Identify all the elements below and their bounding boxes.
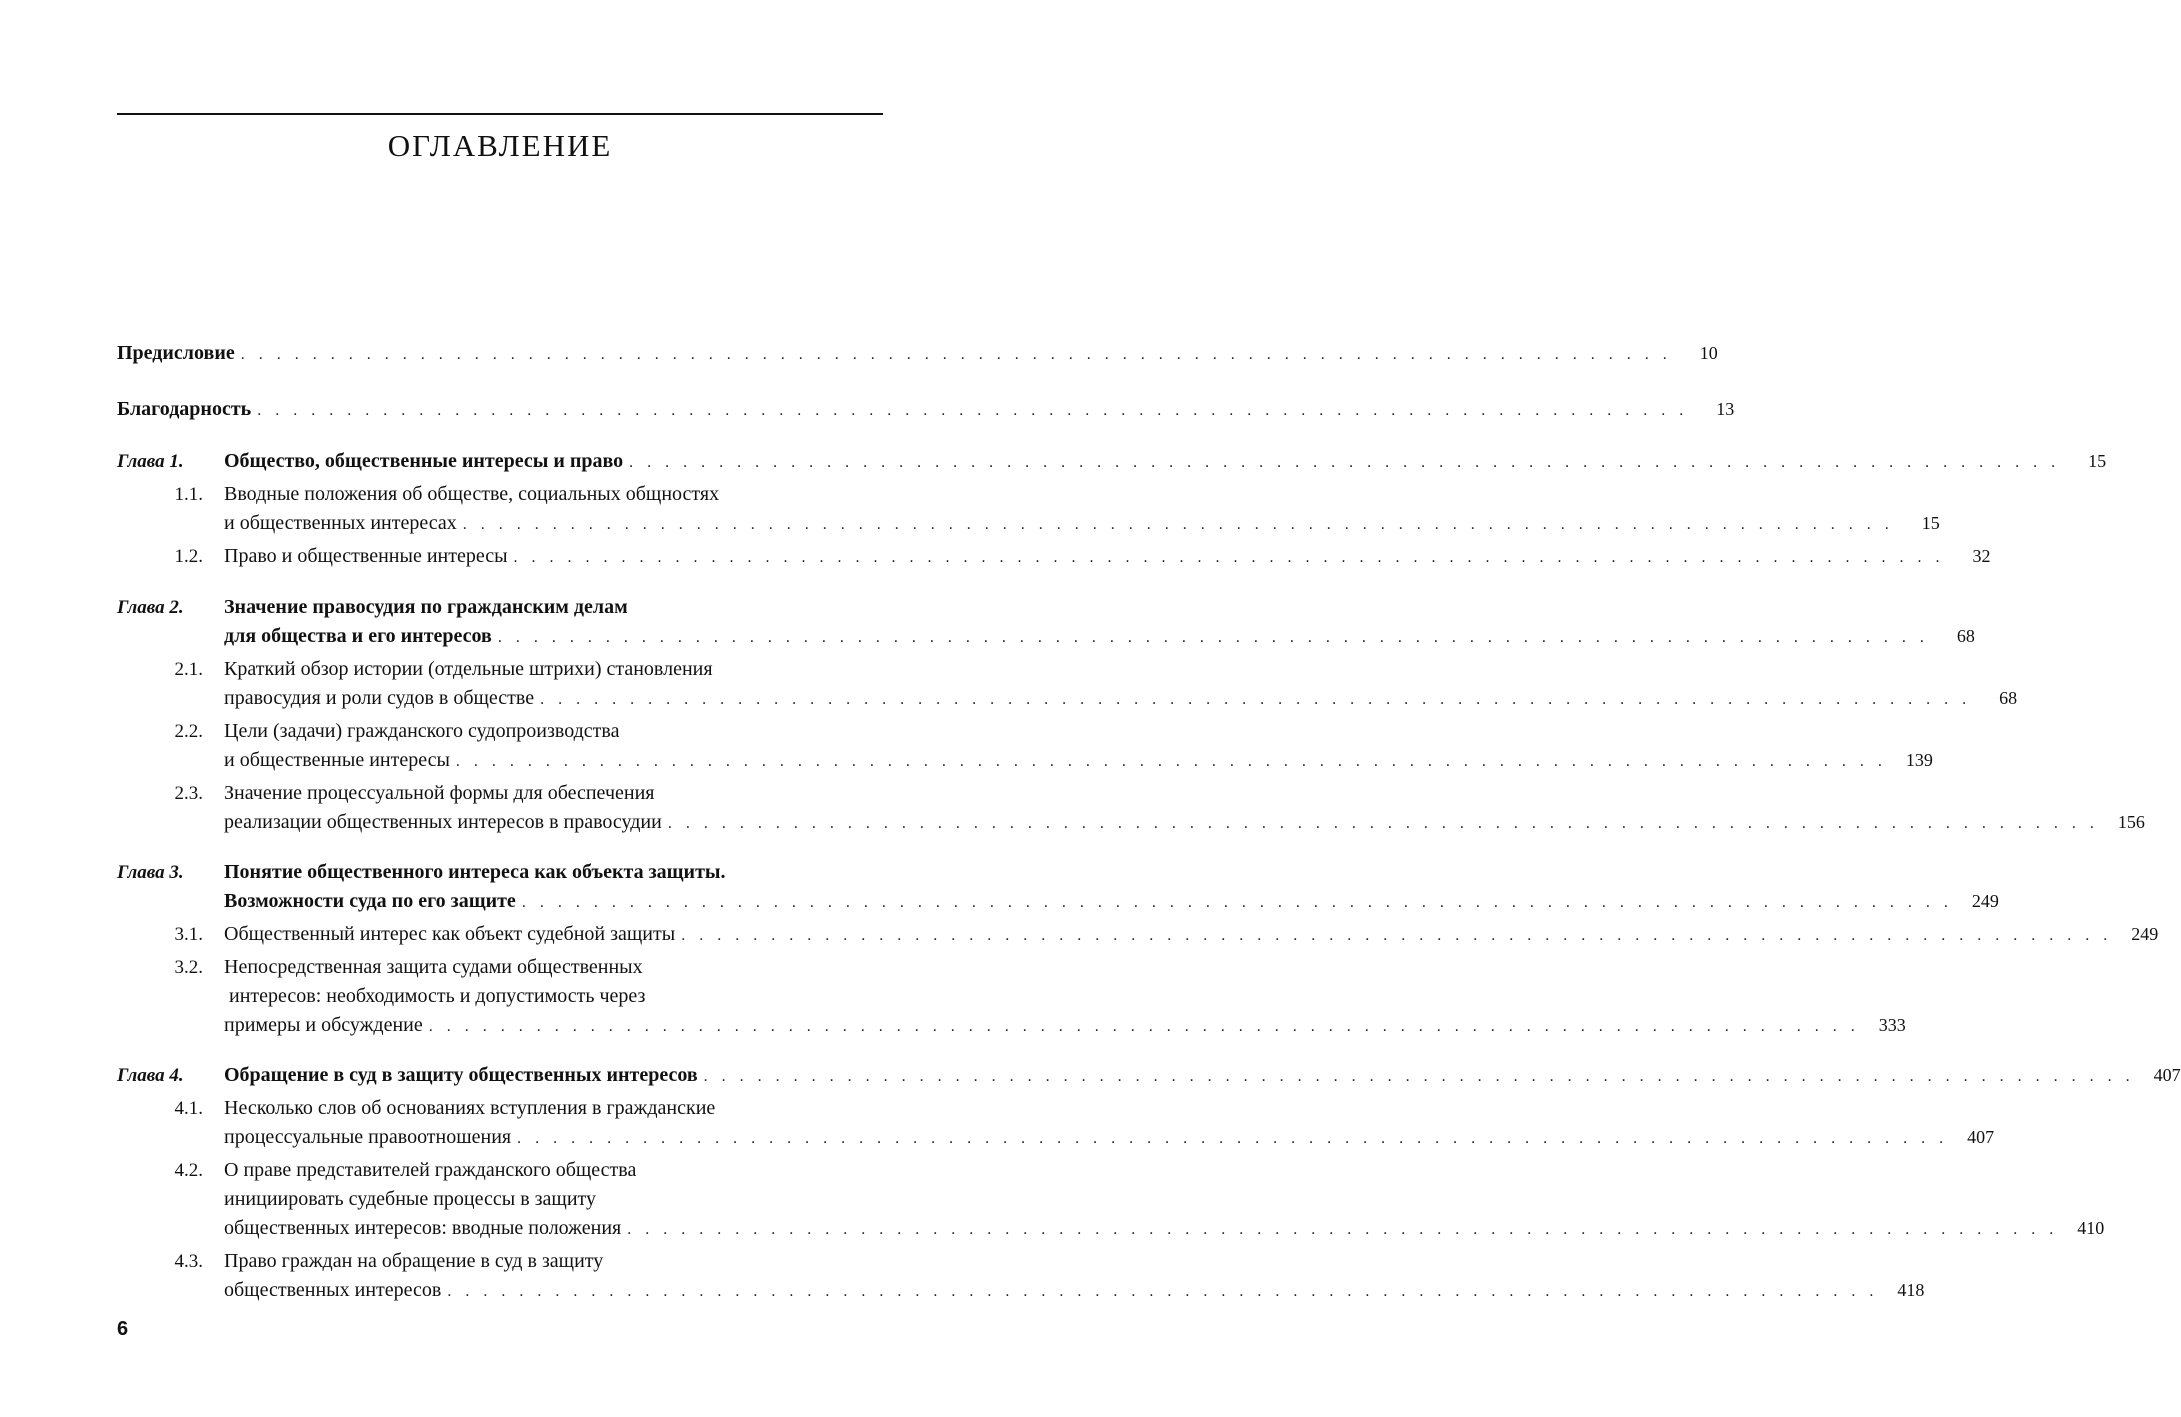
toc-entry[interactable] bbox=[117, 395, 1735, 424]
toc-section[interactable] bbox=[117, 1156, 2105, 1243]
toc-page-number: 333 bbox=[1878, 1015, 1906, 1035]
toc-entry-title: Краткий обзор истории (отдельные штрихи) становления bbox=[224, 658, 713, 680]
dot-leader: . . . . . . . . . . . . . . . . . . . . . . . . . . . . . . . . . . . . . . . . . . . . . . . . . . . . . . . . . . . . . . . . . . . . . . . . . . . . . . . . bbox=[703, 1068, 2135, 1085]
toc-entry-title: примеры и обсуждение bbox=[224, 1014, 423, 1036]
dot-leader: . . . . . . . . . . . . . . . . . . . . . . . . . . . . . . . . . . . . . . . . . . . . . . . . . . . . . . . . . . . . . . . . . . . . . . . . . . . . . . . . bbox=[667, 815, 2099, 832]
toc-page-number: 13 bbox=[1716, 399, 1735, 419]
dot-leader: . . . . . . . . . . . . . . . . . . . . . . . . . . . . . . . . . . . . . . . . . . . . . . . . . . . . . . . . . . . . . . . . . . . . . . . . . . . . . . . . bbox=[629, 454, 2061, 471]
toc-entry-title: процессуальные правоотношения bbox=[224, 1126, 512, 1148]
toc-section[interactable] bbox=[117, 1247, 1925, 1305]
dot-leader: . . . . . . . . . . . . . . . . . . . . . . . . . . . . . . . . . . . . . . . . . . . . . . . . . . . . . . . . . . . . . . . . . . . . . . . . . . . . . . . . bbox=[627, 1221, 2059, 1238]
dot-leader: . . . . . . . . . . . . . . . . . . . . . . . . . . . . . . . . . . . . . . . . . . . . . . . . . . . . . . . . . . . . . . . . . . . . . . . . . . . . . . . . bbox=[497, 629, 1929, 646]
toc-section[interactable] bbox=[117, 920, 2159, 949]
toc-entry-number: 4.1. bbox=[174, 1098, 203, 1119]
toc-entry-title: Общество, общественные интересы и право bbox=[224, 450, 624, 472]
toc-page-number: 15 bbox=[2088, 451, 2107, 471]
toc-section[interactable] bbox=[117, 480, 1940, 538]
toc-entry-number: 1.1. bbox=[174, 484, 203, 505]
toc-section[interactable] bbox=[117, 655, 2018, 713]
top-rule bbox=[117, 113, 883, 115]
toc-entry-title: Непосредственная защита судами общественных bbox=[224, 956, 643, 978]
toc-entry-title: О праве представителей гражданского общества bbox=[224, 1159, 637, 1181]
toc-page-number: 249 bbox=[1971, 891, 1999, 911]
dot-leader: . . . . . . . . . . . . . . . . . . . . . . . . . . . . . . . . . . . . . . . . . . . . . . . . . . . . . . . . . . . . . . . . . . . . . . . . . . . . . . . . bbox=[462, 516, 1894, 533]
toc-entry-title: инициировать судебные процессы в защиту bbox=[224, 1188, 596, 1210]
toc-page-number: 10 bbox=[1699, 343, 1718, 363]
toc-entry-title: Вводные положения об обществе, социальных общностях bbox=[224, 483, 720, 505]
toc-entry-number: Глава 3. bbox=[117, 862, 184, 883]
toc-entry-title: и общественных интересах bbox=[224, 512, 457, 534]
toc-entry-title: Предисловие bbox=[117, 342, 235, 364]
toc-section[interactable] bbox=[117, 542, 1991, 571]
toc-page-number: 139 bbox=[1905, 750, 1933, 770]
toc-entry-title: Обращение в суд в защиту общественных интересов bbox=[224, 1064, 698, 1086]
toc-entry-number: Глава 1. bbox=[117, 451, 184, 472]
toc-entry-number: 2.1. bbox=[174, 659, 203, 680]
toc-entry-title: Возможности суда по его защите bbox=[224, 890, 516, 912]
toc-entry-title: реализации общественных интересов в правосудии bbox=[224, 811, 662, 833]
toc-page-number: 407 bbox=[2153, 1065, 2181, 1085]
toc-entry-title: Цели (задачи) гражданского судопроизводства bbox=[224, 720, 620, 742]
toc-entry-number: 2.2. bbox=[174, 721, 203, 742]
toc-entry-title: Значение процессуальной формы для обеспечения bbox=[224, 782, 655, 804]
toc-chapter[interactable] bbox=[117, 858, 1999, 916]
toc-page-number: 32 bbox=[1972, 546, 1991, 566]
toc-entry-number: 3.2. bbox=[174, 957, 203, 978]
dot-leader: . . . . . . . . . . . . . . . . . . . . . . . . . . . . . . . . . . . . . . . . . . . . . . . . . . . . . . . . . . . . . . . . . . . . . . . . . . . . . . . . bbox=[257, 402, 1689, 419]
toc-page-number: 410 bbox=[2077, 1218, 2105, 1238]
toc-entry-number: Глава 4. bbox=[117, 1065, 184, 1086]
table-of-contents bbox=[117, 335, 2181, 1305]
dot-leader: . . . . . . . . . . . . . . . . . . . . . . . . . . . . . . . . . . . . . . . . . . . . . . . . . . . . . . . . . . . . . . . . . . . . . . . . . . . . . . . . bbox=[455, 753, 1887, 770]
dot-leader: . . . . . . . . . . . . . . . . . . . . . . . . . . . . . . . . . . . . . . . . . . . . . . . . . . . . . . . . . . . . . . . . . . . . . . . . . . . . . . . . bbox=[428, 1018, 1860, 1035]
page-number: 6 bbox=[117, 1318, 129, 1340]
toc-section[interactable] bbox=[117, 1094, 1995, 1152]
toc-page-number: 68 bbox=[1956, 626, 1975, 646]
toc-entry[interactable] bbox=[117, 339, 1718, 368]
toc-entry-title: интересов: необходимость и допустимость через bbox=[229, 985, 646, 1007]
toc-entry-title: общественных интересов: вводные положения bbox=[224, 1217, 622, 1239]
toc-entry-title: и общественные интересы bbox=[224, 749, 450, 771]
toc-entry-title: для общества и его интересов bbox=[224, 625, 492, 647]
dot-leader: . . . . . . . . . . . . . . . . . . . . . . . . . . . . . . . . . . . . . . . . . . . . . . . . . . . . . . . . . . . . . . . . . . . . . . . . . . . . . . . . bbox=[447, 1283, 1879, 1300]
toc-page-number: 15 bbox=[1921, 513, 1940, 533]
toc-entry-number: 1.2. bbox=[174, 546, 203, 567]
toc-entry-number: Глава 2. bbox=[117, 597, 184, 618]
toc-entry-title: Значение правосудия по гражданским делам bbox=[224, 596, 628, 618]
page-heading: ОГЛАВЛЕНИЕ bbox=[387, 128, 613, 163]
toc-chapter[interactable] bbox=[117, 1061, 2181, 1090]
toc-entry-title: Общественный интерес как объект судебной защиты bbox=[224, 923, 676, 945]
toc-page-number: 68 bbox=[1999, 688, 2018, 708]
toc-entry-title: Право и общественные интересы bbox=[224, 545, 508, 567]
toc-entry-title: правосудия и роли судов в обществе bbox=[224, 687, 535, 709]
dot-leader: . . . . . . . . . . . . . . . . . . . . . . . . . . . . . . . . . . . . . . . . . . . . . . . . . . . . . . . . . . . . . . . . . . . . . . . . . . . . . . . . bbox=[513, 549, 1945, 566]
toc-page-number: 418 bbox=[1897, 1280, 1925, 1300]
toc-entry-title: Благодарность bbox=[117, 398, 252, 420]
toc-entry-number: 2.3. bbox=[174, 783, 203, 804]
toc-page-number: 156 bbox=[2117, 812, 2145, 832]
toc-section[interactable] bbox=[117, 953, 1906, 1040]
toc-entry-title: Несколько слов об основаниях вступления в гражданские bbox=[224, 1097, 716, 1119]
toc-entry-number: 4.3. bbox=[174, 1251, 203, 1272]
toc-section[interactable] bbox=[117, 717, 1933, 775]
toc-entry-title: общественных интересов bbox=[224, 1279, 442, 1301]
dot-leader: . . . . . . . . . . . . . . . . . . . . . . . . . . . . . . . . . . . . . . . . . . . . . . . . . . . . . . . . . . . . . . . . . . . . . . . . . . . . . . . . bbox=[681, 927, 2113, 944]
toc-entry-number: 4.2. bbox=[174, 1160, 203, 1181]
toc-page-number: 249 bbox=[2131, 924, 2159, 944]
dot-leader: . . . . . . . . . . . . . . . . . . . . . . . . . . . . . . . . . . . . . . . . . . . . . . . . . . . . . . . . . . . . . . . . . . . . . . . . . . . . . . . . bbox=[240, 346, 1672, 363]
toc-entry-title: Право граждан на обращение в суд в защиту bbox=[224, 1250, 604, 1272]
toc-section[interactable] bbox=[117, 779, 2145, 837]
toc-entry-title: Понятие общественного интереса как объекта защиты. bbox=[224, 861, 726, 883]
dot-leader: . . . . . . . . . . . . . . . . . . . . . . . . . . . . . . . . . . . . . . . . . . . . . . . . . . . . . . . . . . . . . . . . . . . . . . . . . . . . . . . . bbox=[521, 894, 1953, 911]
toc-chapter[interactable] bbox=[117, 447, 2107, 476]
dot-leader: . . . . . . . . . . . . . . . . . . . . . . . . . . . . . . . . . . . . . . . . . . . . . . . . . . . . . . . . . . . . . . . . . . . . . . . . . . . . . . . . bbox=[517, 1130, 1949, 1147]
toc-chapter[interactable] bbox=[117, 593, 1975, 651]
dot-leader: . . . . . . . . . . . . . . . . . . . . . . . . . . . . . . . . . . . . . . . . . . . . . . . . . . . . . . . . . . . . . . . . . . . . . . . . . . . . . . . . bbox=[540, 691, 1972, 708]
toc-entry-number: 3.1. bbox=[174, 924, 203, 945]
toc-page-number: 407 bbox=[1967, 1127, 1995, 1147]
